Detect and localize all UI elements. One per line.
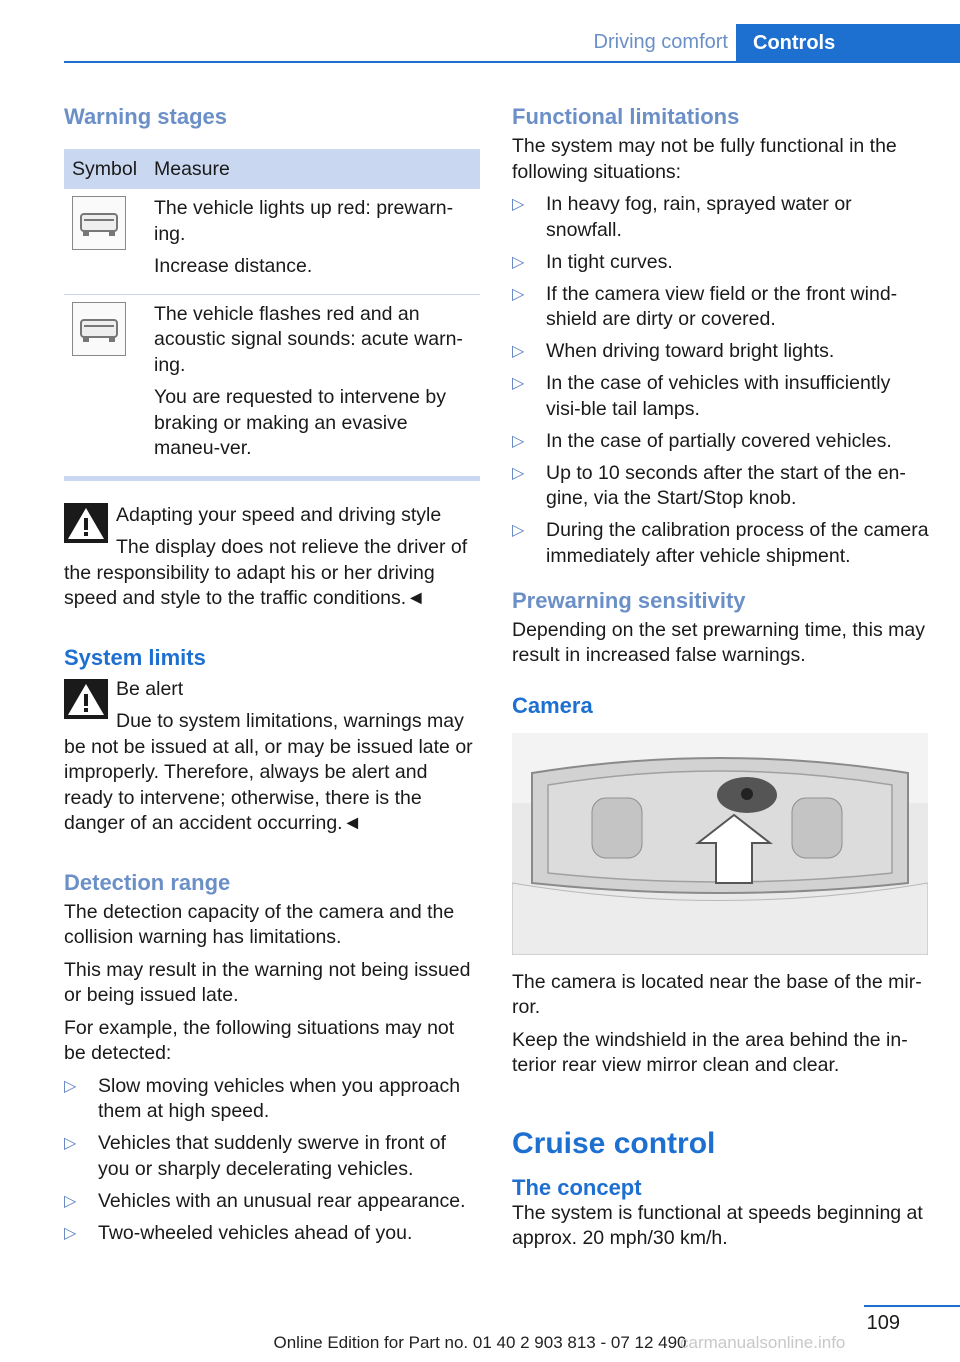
detection-range-heading: Detection range [64,869,231,895]
list-item: ▷ Vehicles with an unusual rear appearance. [64,1189,480,1215]
warning-block-speed [64,503,480,612]
row1-text-2: Increase distance. [154,255,313,277]
col-header-measure: Measure [146,149,480,189]
warning-stages-table [64,149,480,476]
warning-block-alert [64,677,480,837]
warning-triangle-icon [64,679,108,719]
warning-stages-heading: Warning stages [64,104,227,129]
list-item: ▷ In the case of partially covered vehicles. [512,429,930,455]
prewarning-sensitivity-heading: Prewarning sensitivity [512,587,746,613]
car-icon [73,303,125,355]
list-item: ▷ If the camera view field or the front wind-shield are dirty or covered. [512,282,898,330]
detection-paragraph: For example, the following situations may not be detected: [64,1016,455,1064]
header-chapter-tab: Controls [736,24,960,62]
page-number: 109 [866,1312,900,1334]
list-item: ▷ In tight curves. [512,250,930,276]
list-item: ▷ In the case of vehicles with insufficiently visi-ble tail lamps. [512,372,891,420]
bullet-triangle-icon: ▷ [512,285,525,303]
bullet-triangle-icon: ▷ [64,1077,77,1095]
row2-text: The vehicle flashes red and an acoustic signal sounds: acute warn-ing. [154,302,463,376]
bullet-triangle-icon: ▷ [512,464,525,482]
list-item: ▷ Slow moving vehicles when you approach them at high speed. [64,1074,461,1122]
warning-title: Be alert [116,677,184,700]
header-rule [64,61,960,63]
warning-text: The display does not relieve the driver of the responsibility to adapt his or her driving speed and style to the traffic conditions.◄ [64,536,468,609]
footer-rule [864,1305,960,1307]
list-item: ▷ During the calibration process of the camera immediately after vehicle shipment. [512,519,929,567]
list-item: ▷ In heavy fog, rain, sprayed water or snowfall. [512,193,852,241]
vehicle-warning-symbol [72,196,126,250]
left-column [64,104,480,1253]
system-limits-heading: System limits [64,644,206,670]
bullet-triangle-icon: ▷ [512,196,525,213]
table-row [64,189,480,294]
warning-title: Adapting your speed and driving style [116,503,442,526]
right-column [512,104,930,1252]
list-item: ▷ Two-wheeled vehicles ahead of you. [64,1221,480,1247]
bullet-triangle-icon: ▷ [64,1135,77,1152]
functional-list [512,192,930,569]
car-icon [73,197,125,249]
list-item: ▷ When driving toward bright lights. [512,339,930,365]
camera-paragraph: The camera is located near the base of the mir-ror. [512,970,922,1018]
col-header-symbol: Symbol [64,149,146,189]
functional-intro: The system may not be fully functional in the following situations: [512,135,897,183]
bullet-triangle-icon: ▷ [64,1224,77,1242]
detection-list [64,1074,480,1247]
bullet-triangle-icon: ▷ [512,522,525,539]
row2-text-2: You are requested to intervene by braking or making an evasive maneu-ver. [154,386,446,459]
header-section-label: Driving comfort [593,31,728,53]
table-row [64,294,480,476]
concept-heading: The concept [512,1174,642,1200]
list-item: ▷ Up to 10 seconds after the start of the en-gine, via the Start/Stop knob. [512,461,906,509]
vehicle-warning-symbol [72,302,126,356]
bullet-triangle-icon: ▷ [512,253,525,271]
watermark: carmanualsonline.info [680,1333,846,1352]
functional-limitations-heading: Functional limitations [512,104,740,129]
edition-footer: Online Edition for Part no. 01 40 2 903 813 - 07 12 490 [273,1333,687,1352]
camera-location-illustration [512,733,928,955]
warning-triangle-icon [64,503,108,543]
camera-heading: Camera [512,692,593,718]
bullet-triangle-icon: ▷ [512,375,525,392]
prewarning-text: Depending on the set prewarning time, this may result in increased false warnings. [512,618,925,666]
concept-text: The system is functional at speeds beginning at approx. 20 mph/30 km/h. [512,1201,923,1249]
camera-paragraph: Keep the windshield in the area behind the in-terior rear view mirror clean and clear. [512,1028,908,1076]
detection-paragraph: The detection capacity of the camera and the collision warning has limitations. [64,900,455,948]
list-item: ▷ Vehicles that suddenly swerve in front of you or sharply decelerating vehicles. [64,1132,446,1180]
bullet-triangle-icon: ▷ [512,343,525,360]
bullet-triangle-icon: ▷ [512,432,525,450]
cruise-control-heading: Cruise control [512,1126,716,1160]
row1-text: The vehicle lights up red: prewarn-ing. [154,197,454,245]
warning-text: Due to system limitations, warnings may be not be issued at all, or may be issued late or improperly. Therefore, always be alert and ready to intervene; otherwise, there is the danger of an accident occurring.◄ [64,710,473,834]
bullet-triangle-icon: ▷ [64,1192,77,1210]
detection-paragraph: This may result in the warning not being issued or being issued late. [64,958,471,1006]
